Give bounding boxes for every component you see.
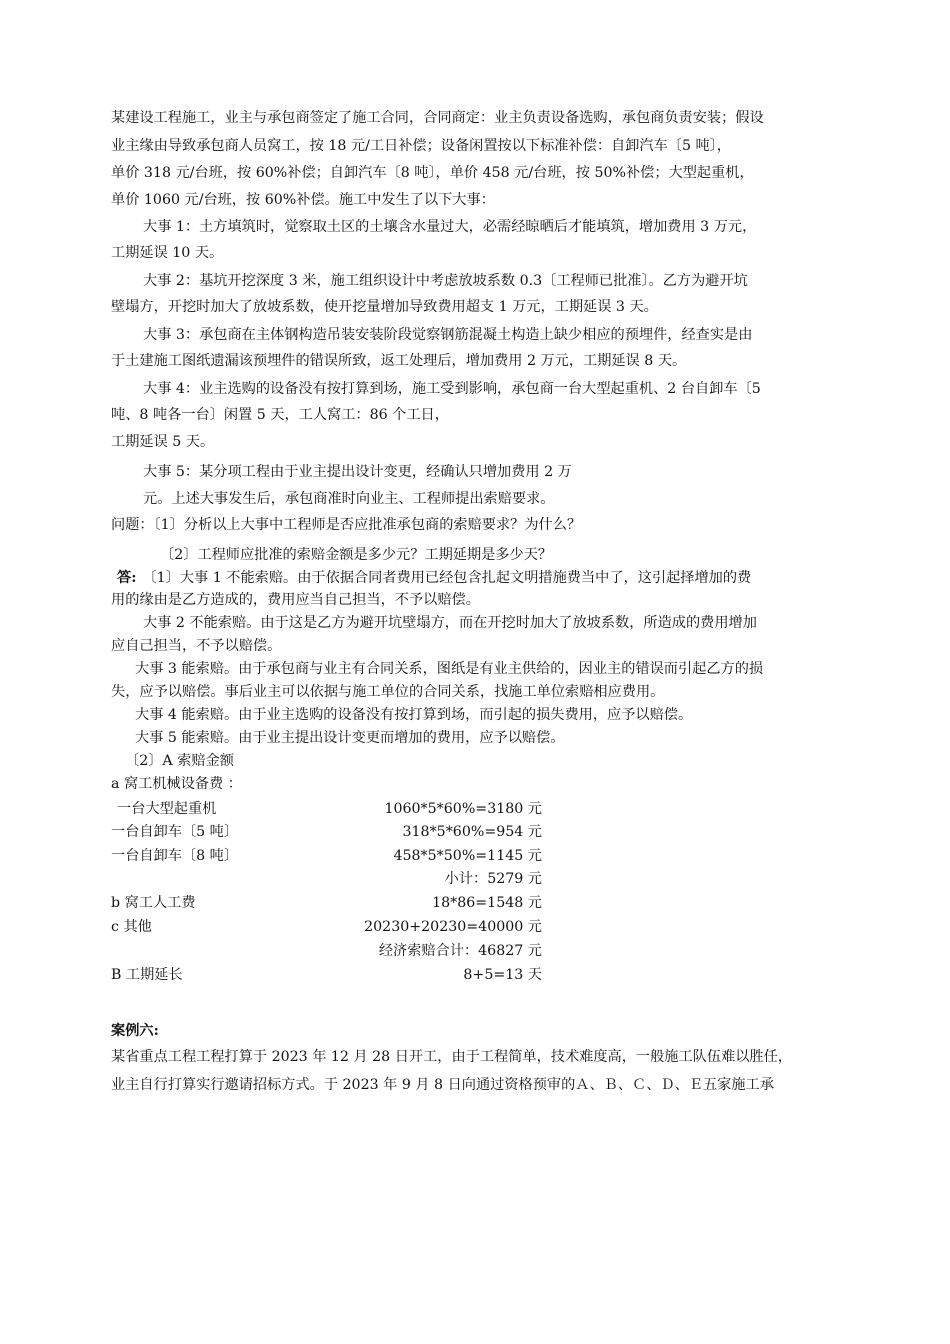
case-6-line-1: 某省重点工程工程打算于 2023 年 12 月 28 日开工，由于工程简单，技术难度高，一般施工队伍难以胜任， <box>111 1049 792 1065</box>
answer-1-text: 〔1〕大事 1 不能索赔。由于依据合同者费用已经包含扎起文明措施费当中了，这引起择增加的费 <box>142 570 752 586</box>
event-3-line-1: 大事 3：承包商在主体钢构造吊装安装阶段觉察钢筋混凝土构造上缺少相应的预埋件，经查实是由 <box>143 327 753 343</box>
question-2: 〔2〕工程师应批准的索赔金额是多少元？工期延期是多少天？ <box>160 547 553 563</box>
case-6-title: 案例六: <box>111 1023 159 1039</box>
answer-part-2: 〔2〕A 索赔金额 <box>125 753 234 769</box>
event-4-line-1: 大事 4：业主选购的设备没有按打算到场，施工受到影响，承包商一台大型起重机、2 台自卸车〔5 <box>143 381 761 397</box>
calc-c-value: 20230+20230=40000 元 <box>364 919 542 935</box>
intro-line-2: 业主缘由导致承包商人员窝工，按 18 元/工日补偿；设备闲置按以下标准补偿：自卸汽车〔5 吨〕， <box>111 138 731 154</box>
event-4-line-2: 吨、8 吨各一台〕闲置 5 天，工人窝工：86 个工日， <box>111 407 449 423</box>
calc-a-title: a 窝工机械设备费 ： <box>111 776 242 792</box>
event-1-line-2: 工期延误 10 天。 <box>111 245 224 261</box>
calc-B-label: B 工期延长 <box>111 967 183 983</box>
answer-4: 大事 4 能索赔。由于业主选购的设备没有按打算到场，而引起的损失费用，应予以赔偿。 <box>135 707 693 723</box>
answer-3-line-1: 大事 3 能索赔。由于承包商与业主有合同关系，图纸是有业主供给的，因业主的错误而引起乙方的损 <box>135 661 764 677</box>
question-1: 问题：〔1〕分析以上大事中工程师是否应批准承包商的索赔要求？为什么？ <box>111 517 582 533</box>
calc-b-value: 18*86=1548 元 <box>432 895 542 911</box>
event-5-line-1: 大事 5：某分项工程由于业主提出设计变更，经确认只增加费用 2 万 <box>143 464 572 480</box>
calc-row-value: 458*5*50%=1145 元 <box>393 848 542 864</box>
calc-row-label: 一台自卸车〔8 吨〕 <box>111 848 239 864</box>
answer-label: 答: <box>117 570 137 586</box>
answer-2-line-1: 大事 2 不能索赔。由于这是乙方为避开坑壁塌方，而在开挖时加大了放坡系数，所造成的费用增加 <box>143 615 757 631</box>
event-5-line-2: 元。上述大事发生后，承包商准时向业主、工程师提出索赔要求。 <box>143 491 555 507</box>
calc-subtotal: 小计：5279 元 <box>444 871 542 887</box>
calc-row-label: 一台大型起重机 <box>117 801 217 817</box>
event-3-line-2: 于土建施工图纸遗漏该预埋件的错误所致，返工处理后，增加费用 2 万元，工期延误 8 天。 <box>111 353 687 369</box>
intro-line-3: 单价 318 元/台班，按 60%补偿；自卸汽车〔8 吨〕，单价 458 元/台班，按 50%补偿；大型起重机， <box>111 165 754 181</box>
calc-B-value: 8+5=13 天 <box>463 967 542 983</box>
case-6-line-2: 业主自行打算实行邀请招标方式。于 2023 年 9 月 8 日向通过资格预审的Ａ、Ｂ、Ｃ、Ｄ、Ｅ五家施工承 <box>111 1077 774 1093</box>
answer-line-1 <box>117 568 751 588</box>
calc-b-label: b 窝工人工费 <box>111 895 196 911</box>
calc-total: 经济索赔合计：46827 元 <box>378 943 542 959</box>
answer-2-line-2: 应自己担当，不予以赔偿。 <box>111 638 282 654</box>
event-4-line-3: 工期延误 5 天。 <box>111 434 215 450</box>
event-2-line-1: 大事 2：基坑开挖深度 3 米，施工组织设计中考虑放坡系数 0.3〔工程师已批准〕。乙方为避开坑 <box>143 273 748 289</box>
event-1-line-1: 大事 1：土方填筑时，觉察取土区的土壤含水量过大，必需经晾晒后才能填筑，增加费用 3 万元， <box>143 219 757 235</box>
answer-1-line-2: 用的缘由是乙方造成的，费用应当自己担当，不予以赔偿。 <box>111 592 480 608</box>
answer-3-line-2: 失，应予以赔偿。事后业主可以依据与施工单位的合同关系，找施工单位索赔相应费用。 <box>111 684 665 700</box>
calc-c-label: c 其他 <box>111 919 152 935</box>
intro-line-4: 单价 1060 元/台班，按 60%补偿。施工中发生了以下大事： <box>111 192 495 208</box>
intro-line-1: 某建设工程施工，业主与承包商签定了施工合同，合同商定：业主负责设备选购，承包商负责安装；假设 <box>111 110 764 126</box>
answer-5: 大事 5 能索赔。由于业主提出设计变更而增加的费用，应予以赔偿。 <box>135 730 565 746</box>
calc-row-value: 1060*5*60%=3180 元 <box>384 801 542 817</box>
calc-row-value: 318*5*60%=954 元 <box>402 824 542 840</box>
event-2-line-2: 壁塌方，开挖时加大了放坡系数，使开挖量增加导致费用超支 1 万元，工期延误 3 天。 <box>111 299 658 315</box>
calc-row-label: 一台自卸车〔5 吨〕 <box>111 824 239 840</box>
